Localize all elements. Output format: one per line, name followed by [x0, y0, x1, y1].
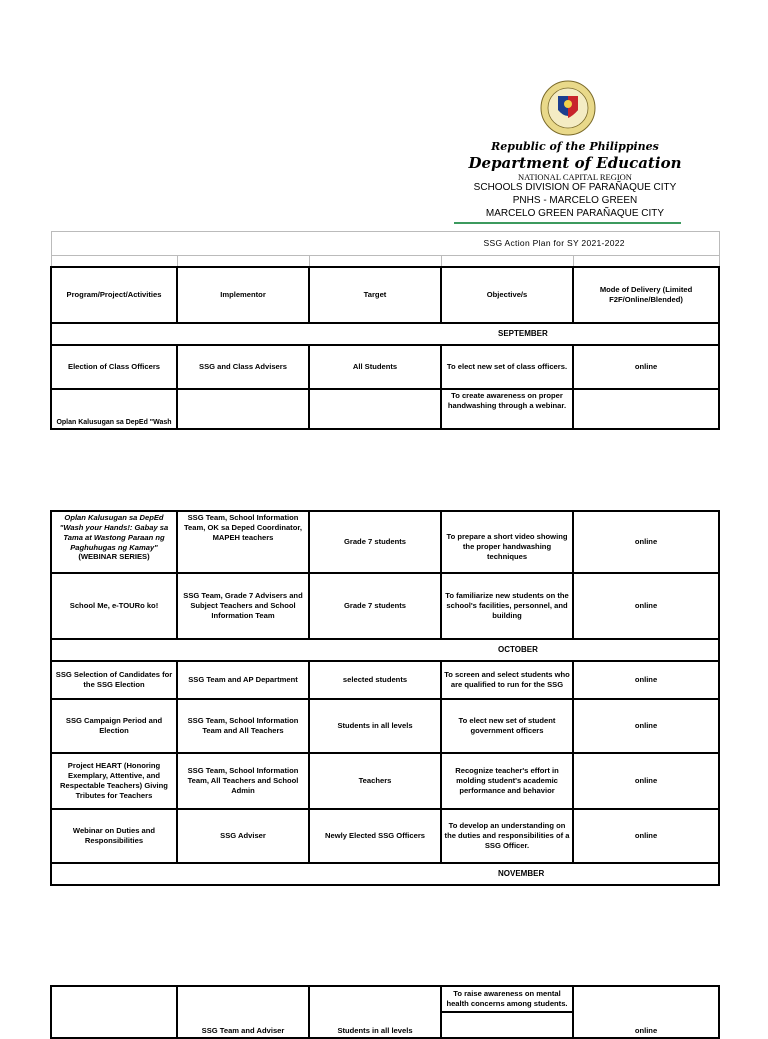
cell-mode: online: [573, 511, 719, 573]
table-row: [51, 573, 719, 639]
action-plan-table-1: [50, 231, 720, 430]
cell-target: All Students: [309, 345, 441, 389]
col-header-objectives: Objective/s: [441, 267, 573, 323]
cell-program: SSG Campaign Period and Election: [51, 699, 177, 753]
cell-mode: online: [573, 986, 719, 1038]
col-header-implementor: Implementor: [177, 267, 309, 323]
cell-mode: online: [573, 753, 719, 809]
table-block-2: [50, 510, 718, 887]
cell-implementor: SSG Team, Grade 7 Advisers and Subject Teachers and School Information Team: [177, 573, 309, 639]
table-header-row: [51, 267, 719, 323]
cell-target: Students in all levels: [309, 699, 441, 753]
division-line: SCHOOLS DIVISION OF PARAÑAQUE CITY: [473, 182, 677, 193]
cell-mode: [573, 389, 719, 429]
cell-mode: online: [573, 345, 719, 389]
cell-target: Grade 7 students: [309, 573, 441, 639]
cell-implementor: SSG Team and Adviser: [177, 986, 309, 1038]
cell-target: Newly Elected SSG Officers: [309, 809, 441, 863]
program-italic-text: Oplan Kalusugan sa DepEd "Wash your Hands!: Gabay sa Tama at Wastong Paraan ng Paghuhugas ng Kamay": [59, 513, 169, 552]
department-name: Department of Education: [468, 154, 682, 172]
school-line: PNHS - MARCELO GREEN: [512, 195, 638, 206]
cell-objective: To create awareness on proper handwashing through a webinar.: [441, 389, 573, 429]
header-divider: [454, 222, 681, 224]
cell-mode: online: [573, 573, 719, 639]
cell-program: Election of Class Officers: [51, 345, 177, 389]
action-plan-table-2: [50, 510, 720, 886]
region-line: NATIONAL CAPITAL REGION: [518, 172, 632, 182]
col-header-target: Target: [309, 267, 441, 323]
cell-program: Webinar on Duties and Responsibilities: [51, 809, 177, 863]
col-header-mode: Mode of Delivery (Limited F2F/Online/Blended): [573, 267, 719, 323]
cell-implementor: [177, 389, 309, 429]
deped-seal-logo: [540, 80, 596, 136]
table-row: [51, 345, 719, 389]
plan-title: SSG Action Plan for SY 2021-2022: [51, 232, 719, 256]
cell-objective: To develop an understanding on the duties and responsibilities of a SSG Officer.: [441, 809, 573, 863]
cell-target: [309, 389, 441, 429]
cell-implementor: SSG Team, School Information Team, OK sa Deped Coordinator, MAPEH teachers: [177, 511, 309, 573]
table-row: [51, 699, 719, 753]
cell-program: School Me, e-TOURo ko!: [51, 573, 177, 639]
cell-target: selected students: [309, 661, 441, 699]
cell-objective: Recognize teacher's effort in molding student's academic performance and behavior: [441, 753, 573, 809]
cell-objective: [441, 1012, 573, 1038]
cell-target: Students in all levels: [309, 986, 441, 1038]
cell-program: Oplan Kalusugan sa DepEd "Wash: [51, 389, 177, 429]
month-november: NOVEMBER: [51, 863, 719, 885]
cell-implementor: SSG and Class Advisers: [177, 345, 309, 389]
cell-objective: To familiarize new students on the school's facilities, personnel, and building: [441, 573, 573, 639]
cell-objective: To elect new set of class officers.: [441, 345, 573, 389]
cell-program: [51, 986, 177, 1038]
cell-implementor: SSG Team, School Information Team, All Teachers and School Admin: [177, 753, 309, 809]
cell-target: Teachers: [309, 753, 441, 809]
cell-program: SSG Selection of Candidates for the SSG Election: [51, 661, 177, 699]
cell-mode: online: [573, 661, 719, 699]
table-row: [51, 661, 719, 699]
cell-mode: online: [573, 699, 719, 753]
address-line: MARCELO GREEN PARAÑAQUE CITY: [485, 208, 665, 219]
month-september: SEPTEMBER: [51, 323, 719, 345]
cell-program: Project HEART (Honoring Exemplary, Attentive, and Respectable Teachers) Giving Tributes for Teachers: [51, 753, 177, 809]
cell-implementor: SSG Team and AP Department: [177, 661, 309, 699]
month-october: OCTOBER: [51, 639, 719, 661]
cell-objective: To elect new set of student government officers: [441, 699, 573, 753]
table-block-1: [50, 231, 718, 426]
cell-implementor: SSG Team, School Information Team and All Teachers: [177, 699, 309, 753]
cell-objective: To raise awareness on mental health concerns among students.: [441, 986, 573, 1012]
table-row: [51, 986, 719, 1012]
table-row: [51, 753, 719, 809]
cell-program: [51, 511, 177, 573]
action-plan-table-3: [50, 985, 720, 1039]
cell-mode: online: [573, 809, 719, 863]
cell-implementor: SSG Adviser: [177, 809, 309, 863]
cell-objective: To prepare a short video showing the proper handwashing techniques: [441, 511, 573, 573]
table-row: [51, 511, 719, 573]
cell-objective: To screen and select students who are qualified to run for the SSG: [441, 661, 573, 699]
table-block-3: [50, 985, 718, 1036]
table-row: [51, 809, 719, 863]
republic-line: Republic of the Philippines: [491, 140, 659, 153]
col-header-program: Program/Project/Activities: [51, 267, 177, 323]
cell-target: Grade 7 students: [309, 511, 441, 573]
program-series-text: (WEBINAR SERIES): [78, 552, 150, 562]
table-row: [51, 389, 719, 429]
